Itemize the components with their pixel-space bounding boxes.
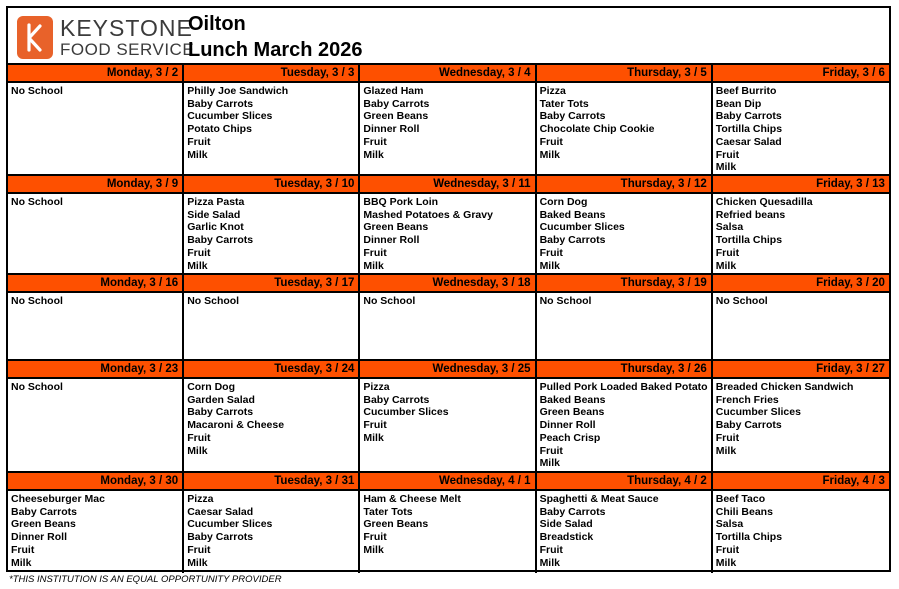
- menu-item: Refried beans: [715, 208, 786, 221]
- menu-item: No School: [363, 295, 416, 307]
- menu-item: Green Beans: [363, 518, 429, 531]
- menu-item: Tater Tots: [363, 505, 413, 518]
- menu-item: Breaded Chicken Sandwich: [715, 381, 854, 393]
- menu-item: Milk: [715, 556, 737, 569]
- menu-item: Corn Dog: [539, 196, 588, 208]
- day-cell: [8, 65, 184, 174]
- menu-item: Tater Tots: [539, 97, 589, 110]
- menu-item: Glazed Ham: [363, 85, 424, 97]
- day-menu-list: [8, 83, 182, 98]
- menu-item: Milk: [539, 148, 560, 161]
- day-menu-list: [360, 194, 534, 272]
- day-cell: [713, 65, 889, 174]
- menu-item: No School: [11, 196, 63, 208]
- menu-item: Chicken Quesadilla: [715, 196, 813, 208]
- day-menu-list: [8, 491, 182, 569]
- day-menu-list: [184, 293, 358, 308]
- menu-item: Milk: [539, 259, 560, 272]
- day-cell: [8, 275, 184, 359]
- day-cell: [537, 65, 713, 174]
- menu-item: Breadstick: [539, 531, 594, 544]
- menu-item: Macaroni & Cheese: [187, 419, 285, 432]
- day-header: Friday, 3 / 27: [713, 361, 889, 379]
- day-cell: [8, 361, 184, 471]
- menu-item: Dinner Roll: [539, 419, 596, 432]
- day-menu-list: [537, 194, 711, 272]
- day-header: Monday, 3 / 16: [8, 275, 182, 293]
- menu-item: Baby Carrots: [539, 505, 606, 518]
- day-header: Thursday, 4 / 2: [537, 473, 711, 491]
- menu-item: Fruit: [715, 148, 740, 161]
- day-menu-list: [713, 379, 889, 457]
- menu-item: Garlic Knot: [187, 221, 244, 234]
- menu-item: Garden Salad: [187, 393, 255, 406]
- menu-item: Bean Dip: [715, 97, 762, 110]
- day-header: Wednesday, 3 / 18: [360, 275, 534, 293]
- day-menu-list: [8, 194, 182, 209]
- menu-item: Fruit: [539, 135, 563, 148]
- day-cell: [184, 473, 360, 573]
- day-header: Thursday, 3 / 19: [537, 275, 711, 293]
- menu-item: Spaghetti & Meat Sauce: [539, 493, 659, 505]
- day-header: Tuesday, 3 / 17: [184, 275, 358, 293]
- day-cell: [537, 361, 713, 471]
- menu-item: Baby Carrots: [715, 419, 782, 432]
- day-header: Monday, 3 / 2: [8, 65, 182, 83]
- menu-item: Milk: [539, 556, 560, 569]
- menu-item: Baby Carrots: [539, 234, 606, 247]
- menu-calendar-page: [6, 6, 891, 572]
- menu-item: Chili Beans: [715, 505, 773, 518]
- day-cell: [537, 275, 713, 359]
- menu-item: Caesar Salad: [187, 505, 254, 518]
- day-cell: [184, 65, 360, 174]
- menu-item: Cucumber Slices: [187, 518, 273, 531]
- menu-item: Fruit: [187, 135, 211, 148]
- menu-item: BBQ Pork Loin: [363, 196, 439, 208]
- day-cell: [360, 176, 536, 273]
- day-cell: [713, 473, 889, 573]
- day-cell: [8, 473, 184, 573]
- menu-item: Milk: [539, 457, 560, 470]
- menu-item: Fruit: [539, 543, 563, 556]
- day-header: Friday, 3 / 6: [713, 65, 889, 83]
- day-cell: [537, 176, 713, 273]
- menu-item: Tortilla Chips: [715, 123, 783, 136]
- menu-item: No School: [187, 295, 240, 307]
- menu-item: Baby Carrots: [187, 406, 254, 419]
- day-header: Wednesday, 3 / 4: [360, 65, 534, 83]
- day-cell: [360, 65, 536, 174]
- menu-item: Corn Dog: [187, 381, 236, 393]
- day-cell: [8, 176, 184, 273]
- day-menu-list: [537, 293, 711, 308]
- day-cell: [184, 275, 360, 359]
- day-cell: [713, 275, 889, 359]
- day-menu-list: [184, 379, 358, 457]
- day-menu-list: [360, 293, 534, 308]
- school-name: Oilton: [188, 13, 246, 35]
- menu-item: Fruit: [11, 543, 35, 556]
- day-header: Tuesday, 3 / 3: [184, 65, 358, 83]
- menu-item: No School: [11, 85, 63, 97]
- day-cell: [360, 275, 536, 359]
- menu-item: Milk: [187, 556, 208, 569]
- menu-item: Salsa: [715, 221, 744, 234]
- menu-item: Baby Carrots: [187, 97, 254, 110]
- day-menu-list: [8, 293, 182, 308]
- day-cell: [537, 473, 713, 573]
- day-cell: [713, 361, 889, 471]
- day-cell: [360, 473, 536, 573]
- menu-item: Baby Carrots: [363, 393, 430, 406]
- day-header: Thursday, 3 / 5: [537, 65, 711, 83]
- menu-item: Pulled Pork Loaded Baked Potato: [539, 381, 708, 393]
- menu-item: Fruit: [539, 444, 563, 457]
- day-menu-list: [360, 379, 534, 445]
- menu-item: Green Beans: [363, 110, 429, 123]
- menu-item: Pizza Pasta: [187, 196, 245, 208]
- menu-item: Ham & Cheese Melt: [363, 493, 461, 505]
- menu-item: Milk: [363, 259, 384, 272]
- menu-item: Milk: [363, 148, 384, 161]
- day-header: Friday, 3 / 13: [713, 176, 889, 194]
- day-menu-list: [713, 293, 889, 308]
- day-header: Wednesday, 3 / 25: [360, 361, 534, 379]
- menu-item: Green Beans: [11, 518, 76, 531]
- keystone-logo-icon: [17, 16, 53, 59]
- day-menu-list: [184, 491, 358, 569]
- menu-item: Green Beans: [363, 221, 429, 234]
- menu-item: Pizza: [539, 85, 566, 97]
- menu-item: Milk: [715, 444, 737, 457]
- menu-item: Cucumber Slices: [187, 110, 273, 123]
- menu-item: Fruit: [187, 431, 211, 444]
- menu-item: Fruit: [715, 543, 740, 556]
- logo-wordmark-keystone: KEYSTONE: [60, 15, 193, 41]
- menu-item: Dinner Roll: [11, 531, 68, 544]
- menu-item: No School: [11, 381, 63, 393]
- menu-item: Side Salad: [187, 208, 241, 221]
- day-menu-list: [713, 83, 889, 174]
- day-menu-list: [8, 379, 182, 394]
- menu-item: No School: [539, 295, 592, 307]
- menu-item: No School: [11, 295, 63, 307]
- menu-item: Fruit: [363, 419, 387, 432]
- day-cell: [713, 176, 889, 273]
- menu-item: Fruit: [363, 246, 387, 259]
- menu-item: Milk: [187, 259, 208, 272]
- week-row: [8, 361, 889, 473]
- menu-item: Milk: [187, 148, 208, 161]
- menu-item: Philly Joe Sandwich: [187, 85, 289, 97]
- day-header: Thursday, 3 / 26: [537, 361, 711, 379]
- menu-item: Milk: [187, 444, 208, 457]
- day-cell: [360, 361, 536, 471]
- menu-item: Fruit: [187, 543, 211, 556]
- menu-item: Milk: [715, 259, 737, 272]
- day-menu-list: [713, 491, 889, 569]
- day-cell: [184, 361, 360, 471]
- menu-item: No School: [715, 295, 768, 307]
- menu-item: Milk: [363, 543, 384, 556]
- menu-item: Beef Taco: [715, 493, 766, 505]
- day-menu-list: [184, 83, 358, 161]
- menu-item: Cheeseburger Mac: [11, 493, 105, 505]
- week-row: [8, 176, 889, 275]
- menu-item: Milk: [715, 161, 737, 174]
- menu-item: Beef Burrito: [715, 85, 777, 97]
- menu-item: Pizza: [187, 493, 214, 505]
- week-row: [8, 275, 889, 361]
- menu-title: Lunch March 2026: [188, 39, 363, 61]
- day-menu-list: [537, 379, 711, 470]
- week-row: [8, 65, 889, 176]
- day-menu-list: [537, 83, 711, 161]
- menu-item: Tortilla Chips: [715, 531, 783, 544]
- menu-item: Fruit: [715, 246, 740, 259]
- menu-item: Baby Carrots: [363, 97, 430, 110]
- logo-wordmark-food-service: FOOD SERVICE: [60, 40, 195, 59]
- day-menu-list: [537, 491, 711, 569]
- menu-item: Baby Carrots: [187, 234, 254, 247]
- menu-item: Chocolate Chip Cookie: [539, 123, 655, 136]
- menu-item: Baby Carrots: [187, 531, 254, 544]
- day-menu-list: [360, 491, 534, 557]
- menu-item: French Fries: [715, 393, 779, 406]
- menu-item: Dinner Roll: [363, 234, 420, 247]
- footer-disclaimer: *THIS INSTITUTION IS AN EQUAL OPPORTUNITY PROVIDER: [9, 574, 282, 585]
- menu-item: Tortilla Chips: [715, 234, 783, 247]
- day-header: Friday, 4 / 3: [713, 473, 889, 491]
- day-header: Friday, 3 / 20: [713, 275, 889, 293]
- menu-item: Dinner Roll: [363, 123, 420, 136]
- calendar-header: [8, 8, 889, 65]
- menu-item: Milk: [363, 431, 384, 444]
- day-menu-list: [184, 194, 358, 272]
- week-row: [8, 473, 889, 573]
- menu-item: Cucumber Slices: [715, 406, 801, 419]
- menu-item: Baby Carrots: [11, 505, 77, 518]
- menu-item: Pizza: [363, 381, 390, 393]
- menu-item: Caesar Salad: [715, 135, 782, 148]
- menu-item: Milk: [11, 556, 32, 569]
- day-menu-list: [713, 194, 889, 272]
- day-header: Monday, 3 / 9: [8, 176, 182, 194]
- menu-item: Cucumber Slices: [539, 221, 625, 234]
- menu-item: Mashed Potatoes & Gravy: [363, 208, 493, 221]
- day-header: Monday, 3 / 23: [8, 361, 182, 379]
- calendar-grid: [8, 65, 889, 573]
- menu-item: Peach Crisp: [539, 431, 601, 444]
- menu-item: Fruit: [363, 531, 387, 544]
- menu-item: Green Beans: [539, 406, 605, 419]
- menu-item: Side Salad: [539, 518, 593, 531]
- day-header: Tuesday, 3 / 10: [184, 176, 358, 194]
- menu-item: Baby Carrots: [539, 110, 606, 123]
- day-menu-list: [360, 83, 534, 161]
- day-header: Tuesday, 3 / 31: [184, 473, 358, 491]
- menu-item: Baked Beans: [539, 208, 606, 221]
- menu-item: Baked Beans: [539, 393, 606, 406]
- menu-item: Fruit: [363, 135, 387, 148]
- menu-item: Fruit: [539, 246, 563, 259]
- day-header: Monday, 3 / 30: [8, 473, 182, 491]
- menu-item: Baby Carrots: [715, 110, 782, 123]
- day-header: Wednesday, 4 / 1: [360, 473, 534, 491]
- menu-item: Potato Chips: [187, 123, 252, 136]
- menu-item: Fruit: [187, 246, 211, 259]
- menu-item: Fruit: [715, 431, 740, 444]
- day-header: Tuesday, 3 / 24: [184, 361, 358, 379]
- menu-item: Cucumber Slices: [363, 406, 449, 419]
- day-header: Thursday, 3 / 12: [537, 176, 711, 194]
- day-header: Wednesday, 3 / 11: [360, 176, 534, 194]
- day-cell: [184, 176, 360, 273]
- menu-item: Salsa: [715, 518, 744, 531]
